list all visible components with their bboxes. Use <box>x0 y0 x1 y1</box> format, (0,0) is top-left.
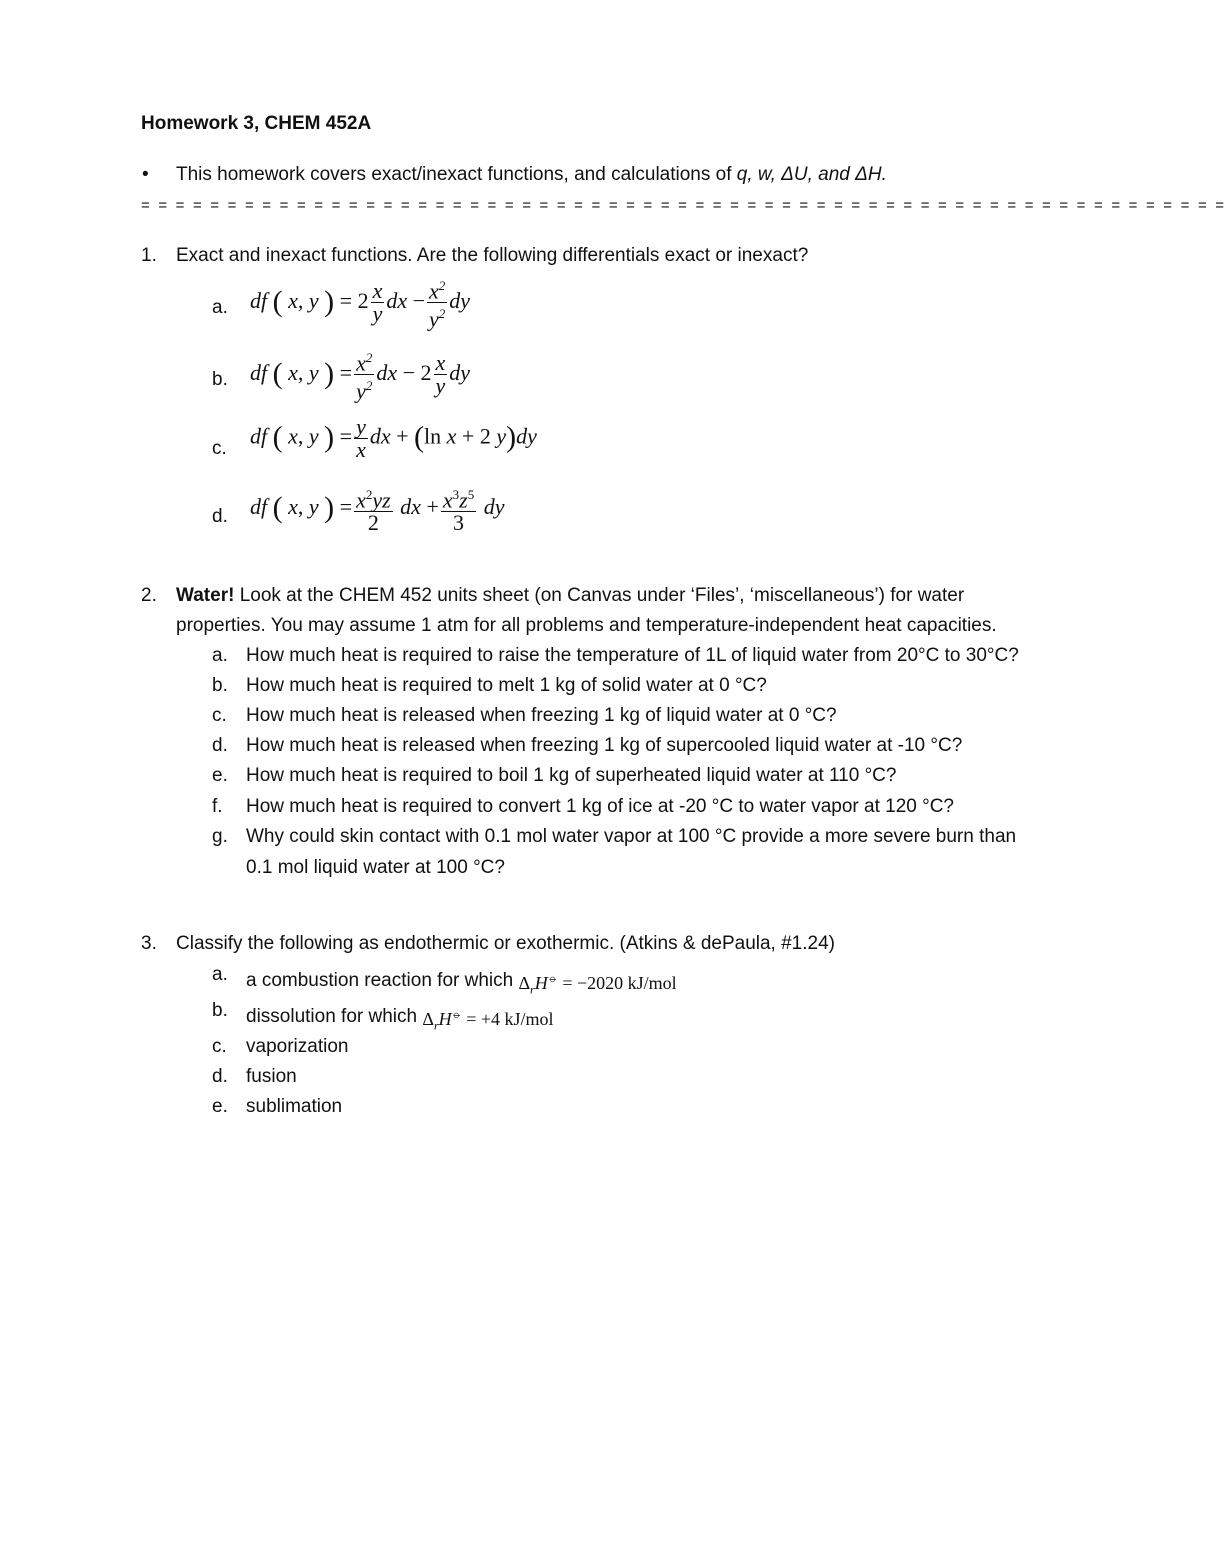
q3-item-a-math: $\Delta_rH^⦵ = -2020$ kJ/mol <box>518 971 677 997</box>
bullet-dot: • <box>142 164 149 185</box>
q3-item-e-text: sublimation <box>246 1096 343 1117</box>
q2-item-b-text: How much heat is required to melt 1 kg of solid water at 0 °C? <box>246 675 767 696</box>
q1-text: Exact and inexact functions. Are the following differentials exact or inexact? <box>176 245 809 266</box>
q2-text-line1-rest: Look at the CHEM 452 units sheet (on Canvas under ‘Files’, ‘miscellaneous’) for water <box>234 585 965 606</box>
q1-item-c-label: c. <box>212 438 227 459</box>
q3-item-a <box>246 963 677 999</box>
q2-item-g-text-cont: 0.1 mol liquid water at 100 °C? <box>246 857 505 878</box>
q2-bold-lead: Water! <box>176 585 235 606</box>
q2-item-f-label: f. <box>212 796 223 817</box>
q3-item-d-text: fusion <box>246 1066 297 1087</box>
page-title: Homework 3, CHEM 452A <box>141 113 372 134</box>
q2-text-line2: properties. You may assume 1 atm for all problems and temperature-independent heat capacities. <box>176 615 997 636</box>
q3-item-c-text: vaporization <box>246 1036 349 1057</box>
q3-item-d-label: d. <box>212 1066 228 1087</box>
q3-item-a-label: a. <box>212 964 228 985</box>
q1-item-d-label: d. <box>212 506 228 527</box>
q3-item-b-math: $\Delta_rH^⦵ = +4$ kJ/mol <box>422 1007 554 1033</box>
q2-item-e-text: How much heat is required to boil 1 kg of superheated liquid water at 110 °C? <box>246 765 897 786</box>
q3-item-e-label: e. <box>212 1096 228 1117</box>
q3-item-b-text: dissolution for which <box>246 1006 423 1027</box>
intro-bullet <box>176 163 887 187</box>
q2-item-e-label: e. <box>212 765 228 786</box>
q2-number: 2. <box>141 585 157 606</box>
q2-text-line1 <box>176 584 964 608</box>
q3-item-b <box>246 999 554 1035</box>
q2-item-g-text: Why could skin contact with 0.1 mol water vapor at 100 °C provide a more severe burn than <box>246 826 1017 847</box>
q1-number: 1. <box>141 245 157 266</box>
q2-item-a-label: a. <box>212 645 228 666</box>
q1-item-d-equation: df ( x, y ) = $\frac{x^2yz}{2}$ dx + $\frac{x^3z^5}{3}$ dy <box>250 487 505 536</box>
q1-item-a-label: a. <box>212 297 228 318</box>
q3-item-c-label: c. <box>212 1036 227 1057</box>
q1-item-c-equation: df ( x, y ) = $\frac{y}{x}$ dx + (ln x + 2 y)dy <box>250 414 537 462</box>
intro-bullet-text: This homework covers exact/inexact functions, and calculations of <box>176 164 737 185</box>
q2-item-b-label: b. <box>212 675 228 696</box>
q1-item-b-label: b. <box>212 369 228 390</box>
q3-text: Classify the following as endothermic or exothermic. (Atkins & dePaula, #1.24) <box>176 933 835 954</box>
q3-item-a-text: a combustion reaction for which <box>246 970 519 991</box>
q2-item-c-label: c. <box>212 705 227 726</box>
intro-bullet-vars: q, w, ΔU, and ΔH. <box>736 164 887 185</box>
separator-line: = = = = = = = = = = = = = = = = = = = = = = = = = = = = = = = = = = = = = = = = = = = = = = = = = = = = = = = = = = = = = = = <box>141 197 1226 214</box>
q2-item-d-label: d. <box>212 735 228 756</box>
q2-item-d-text: How much heat is released when freezing 1 kg of supercooled liquid water at -10 °C? <box>246 735 963 756</box>
q1-item-b-equation: df ( x, y ) = $\frac{x^2}{y^2}$ dx − 2 $\frac{x}{y}$ dy <box>250 350 471 404</box>
q2-item-c-text: How much heat is released when freezing 1 kg of liquid water at 0 °C? <box>246 705 837 726</box>
q3-item-b-label: b. <box>212 1000 228 1021</box>
q2-item-f-text: How much heat is required to convert 1 kg of ice at -20 °C to water vapor at 120 °C? <box>246 796 954 817</box>
q2-item-g-label: g. <box>212 826 228 847</box>
q3-number: 3. <box>141 933 157 954</box>
q1-item-a-equation: df ( x, y ) = 2 $\frac{x}{y}$ dx − $\frac{x^2}{y^2}$ dy <box>250 278 471 332</box>
q2-item-a-text: How much heat is required to raise the temperature of 1L of liquid water from 20°C to 30°C? <box>246 645 1019 666</box>
